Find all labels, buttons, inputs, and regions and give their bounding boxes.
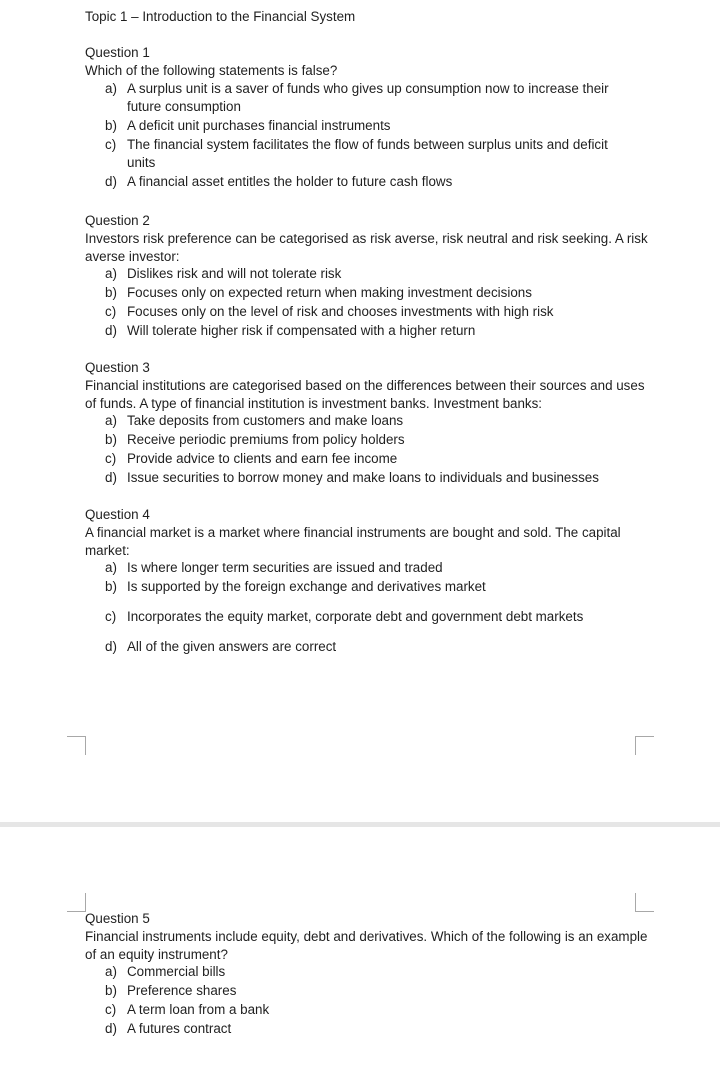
option-letter: d): [105, 173, 117, 189]
option-letter: c): [105, 609, 117, 624]
option-text: Focuses only on expected return when making investment decisions: [127, 285, 532, 300]
option-text: All of the given answers are correct: [127, 639, 337, 654]
option-text: Preference shares: [127, 983, 237, 998]
option-a: [85, 80, 622, 116]
option-letter: b): [105, 432, 117, 447]
option-list: [85, 265, 650, 340]
option-letter: a): [105, 560, 117, 575]
option-c: [85, 608, 622, 626]
option-b: [85, 431, 622, 449]
option-text: The financial system facilitates the flow of funds between surplus units and deficit units: [127, 136, 608, 170]
option-text: A deficit unit purchases financial instruments: [127, 117, 391, 133]
option-d: [85, 173, 622, 191]
question-heading: Question 2: [85, 213, 150, 228]
option-text: A surplus unit is a saver of funds who gives up consumption now to increase their future consumption: [127, 80, 609, 114]
option-c: [85, 450, 622, 468]
option-letter: c): [105, 136, 117, 152]
option-text: Will tolerate higher risk if compensated with a higher return: [127, 323, 476, 338]
option-letter: d): [105, 470, 117, 485]
option-text: A term loan from a bank: [127, 1002, 270, 1017]
question-text: Investors risk preference can be categorised as risk averse, risk neutral and risk seeking. A risk averse investor:: [85, 231, 648, 264]
option-text: Receive periodic premiums from policy holders: [127, 432, 405, 447]
option-text: Commercial bills: [127, 964, 226, 979]
option-b: [85, 284, 622, 302]
option-text: Focuses only on the level of risk and chooses investments with high risk: [127, 304, 554, 319]
option-d: [85, 469, 622, 487]
option-list: [85, 80, 650, 191]
page-corner-mark: [635, 736, 654, 755]
document-title: Topic 1 – Introduction to the Financial System: [85, 9, 356, 24]
question-heading: Question 4: [85, 507, 150, 522]
option-text: Is where longer term securities are issued and traded: [127, 560, 443, 575]
question-heading: Question 3: [85, 360, 150, 375]
option-c: [85, 303, 622, 321]
question-heading: Question 1: [85, 45, 150, 60]
option-letter: d): [105, 323, 117, 338]
option-letter: a): [105, 964, 117, 979]
question-3: [85, 359, 650, 487]
option-b: [85, 117, 622, 135]
option-c: [85, 1001, 622, 1019]
question-1: [85, 44, 650, 191]
option-b: [85, 982, 622, 1000]
option-d: [85, 322, 622, 340]
option-text: A financial asset entitles the holder to future cash flows: [127, 173, 453, 189]
option-a: [85, 963, 622, 981]
option-letter: b): [105, 117, 117, 133]
question-text: Financial institutions are categorised based on the differences between their sources and uses of funds. A type of financial institution is investment banks. Investment banks:: [85, 378, 645, 411]
option-letter: d): [105, 1021, 117, 1036]
question-text: Financial instruments include equity, debt and derivatives. Which of the following is an example of an equity instrument?: [85, 929, 648, 962]
option-list: [85, 412, 650, 487]
option-letter: a): [105, 266, 117, 281]
question-2: [85, 212, 650, 340]
option-c: [85, 136, 622, 172]
option-letter: a): [105, 80, 117, 96]
option-list: [85, 559, 650, 656]
question-text: A financial market is a market where financial instruments are bought and sold. The capital market:: [85, 525, 621, 558]
option-a: [85, 265, 622, 283]
option-letter: c): [105, 451, 117, 466]
option-text: Is supported by the foreign exchange and derivatives market: [127, 579, 486, 594]
question-5: [85, 910, 650, 1038]
question-text: Which of the following statements is false?: [85, 63, 338, 78]
option-list: [85, 963, 650, 1038]
question-4: [85, 506, 650, 656]
page-corner-mark: [67, 893, 86, 912]
option-a: [85, 412, 622, 430]
option-letter: b): [105, 579, 117, 594]
option-letter: b): [105, 983, 117, 998]
option-text: A futures contract: [127, 1021, 232, 1036]
option-text: Take deposits from customers and make loans: [127, 413, 404, 428]
page-corner-mark: [67, 736, 86, 755]
option-d: [85, 1020, 622, 1038]
option-text: Dislikes risk and will not tolerate risk: [127, 266, 342, 281]
option-a: [85, 559, 622, 577]
option-letter: b): [105, 285, 117, 300]
option-text: Provide advice to clients and earn fee income: [127, 451, 398, 466]
question-heading: Question 5: [85, 911, 150, 926]
option-b: [85, 578, 622, 596]
option-text: Issue securities to borrow money and make loans to individuals and businesses: [127, 470, 599, 485]
option-letter: c): [105, 1002, 117, 1017]
option-d: [85, 638, 622, 656]
option-text: Incorporates the equity market, corporate debt and government debt markets: [127, 609, 584, 624]
option-letter: d): [105, 639, 117, 654]
option-letter: a): [105, 413, 117, 428]
option-letter: c): [105, 304, 117, 319]
